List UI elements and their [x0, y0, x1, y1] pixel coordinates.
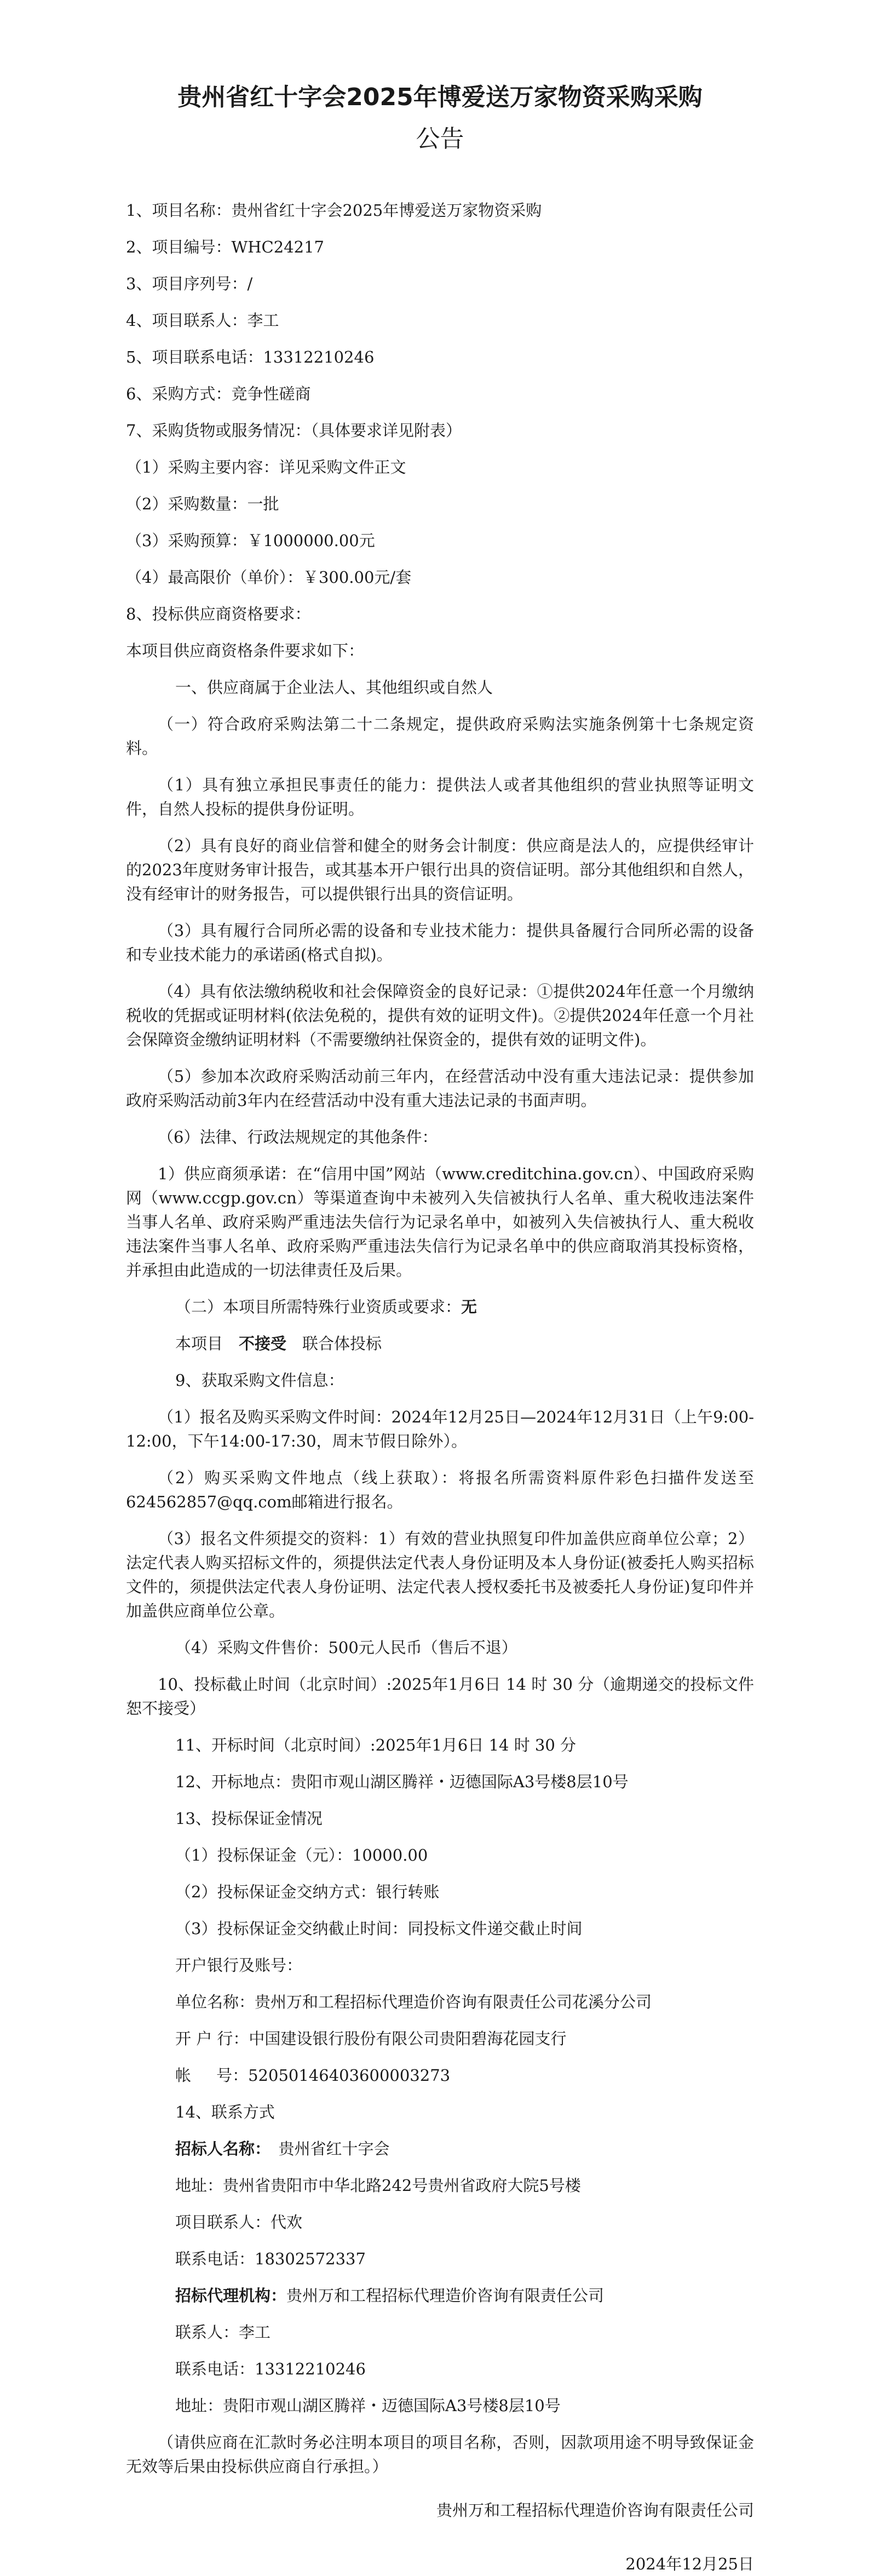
qualification-article-22: （一）符合政府采购法第二十二条规定，提供政府采购法实施条例第十七条规定资料。 [126, 715, 754, 758]
qualification-credit-promise: 1）供应商须承诺：在“信用中国”网站（www.creditchina.gov.cn）、中国政府采购网（www.ccgp.gov.cn）等渠道查询中未被列入失信被执行人名单、重大税收违法案件当事人名单、政府采购严重违法失信行为记录名单中，如被列入失信被执行人、重大税收违法案件当事人名单、政府采购严重违法失信行为记录名单中的供应商取消其投标资格，并承担由此造成的一切法律责任及后果。 [126, 1164, 754, 1280]
obtain-location: （2）购买采购文件地点（线上获取）：将报名所需资料原件彩色扫描件发送至624562857@qq.com邮箱进行报名。 [126, 1468, 754, 1511]
buyer-contact: 项目联系人：代欢 [175, 2213, 303, 2231]
bank-title: 开户银行及账号： [175, 1956, 303, 1975]
item-goods-services: 7、采购货物或服务情况：（具体要求详见附表） [126, 421, 462, 440]
consortium-bidding [126, 1332, 754, 1356]
item-obtain-documents: 9、获取采购文件信息： [175, 1371, 344, 1390]
bank-name: 开 户 行：中国建设银行股份有限公司贵阳碧海花园支行 [175, 2029, 567, 2048]
item-contacts: 14、联系方式 [175, 2103, 275, 2121]
qualification-intro: 本项目供应商资格条件要求如下： [126, 641, 365, 660]
item-qualification: 8、投标供应商资格要求： [126, 605, 311, 623]
obtain-materials: （3）报名文件须提交的资料：1）有效的营业执照复印件加盖供应商单位公章；2）法定代表人购买招标文件的，须提供法定代表人身份证明及本人身份证(被委托人购买招标文件的，须提供法定代表人身份证明、法定代表人授权委托书及被委托人身份证)复印件并加盖供应商单位公章。 [126, 1529, 754, 1620]
item-project-name: 1、项目名称：贵州省红十字会2025年博爱送万家物资采购 [126, 201, 542, 220]
bid-bond-amount: （1）投标保证金（元）：10000.00 [175, 1846, 428, 1864]
item-goods-budget: （3）采购预算：￥1000000.00元 [126, 531, 375, 550]
buyer-address: 地址：贵州省贵阳市中华北路242号贵州省政府大院5号楼 [175, 2176, 581, 2195]
special-qualification-value: 无 [461, 1298, 477, 1316]
item-bid-opening-time: 11、开标时间（北京时间）:2025年1月6日 14 时 30 分 [175, 1736, 577, 1754]
item-procurement-method: 6、采购方式：竞争性磋商 [126, 385, 311, 403]
qualification-equipment: （3）具有履行合同所必需的设备和专业技术能力：提供具备履行合同所必需的设备和专业技术能力的承诺函(格式自拟)。 [126, 921, 754, 964]
bank-unit-name: 单位名称：贵州万和工程招标代理造价咨询有限责任公司花溪分公司 [175, 1993, 652, 2011]
item-bid-deadline: 10、投标截止时间（北京时间）:2025年1月6日 14 时 30 分（逾期递交的投标文件恕不接受） [126, 1675, 754, 1718]
item-goods-price-limit: （4）最高限价（单价）：￥300.00元/套 [126, 568, 412, 587]
obtain-price: （4）采购文件售价：500元人民币（售后不退） [175, 1638, 517, 1657]
agent-address: 地址：贵阳市观山湖区腾祥・迈德国际A3号楼8层10号 [175, 2396, 561, 2415]
item-bid-opening-location: 12、开标地点：贵阳市观山湖区腾祥・迈德国际A3号楼8层10号 [175, 1772, 629, 1791]
item-goods-content: （1）采购主要内容：详见采购文件正文 [126, 458, 406, 477]
item-project-serial: 3、项目序列号：/ [126, 274, 253, 293]
qualification-civil-liability: （1）具有独立承担民事责任的能力：提供法人或者其他组织的营业执照等证明文件，自然人投标的提供身份证明。 [126, 776, 754, 818]
item-bid-bond: 13、投标保证金情况 [175, 1809, 323, 1828]
qualification-tax-social: （4）具有依法缴纳税收和社会保障资金的良好记录：①提供2024年任意一个月缴纳税收的凭据或证明材料(依法免税的，提供有效的证明文件)。②提供2024年任意一个月社会保障资金缴纳证明材料（不需要缴纳社保资金的，提供有效的证明文件)。 [126, 982, 754, 1049]
signature-company: 贵州万和工程招标代理造价咨询有限责任公司 [436, 2501, 754, 2520]
agent-label: 招标代理机构： [175, 2286, 287, 2305]
buyer-label: 招标人名称： [175, 2139, 271, 2158]
consortium-tail: 联合体投标 [302, 1334, 382, 1353]
signature-date: 2024年12月25日 [625, 2555, 754, 2573]
qualification-other-conditions: （6）法律、行政法规规定的其他条件： [158, 1128, 438, 1146]
consortium-value: 不接受 [239, 1334, 287, 1353]
obtain-time: （1）报名及购买采购文件时间：2024年12月25日—2024年12月31日（上午9:00-12:00，下午14:00-17:30，周末节假日除外）。 [126, 1408, 754, 1450]
qualification-no-violation: （5）参加本次政府采购活动前三年内，在经营活动中没有重大违法记录：提供参加政府采购活动前3年内在经营活动中没有重大违法记录的书面声明。 [126, 1067, 754, 1110]
announcement-title [126, 77, 754, 160]
agent-value: 贵州万和工程招标代理造价咨询有限责任公司 [286, 2286, 605, 2305]
special-qualification [126, 1295, 754, 1319]
item-project-phone: 5、项目联系电话：13312210246 [126, 348, 375, 366]
qualification-entity-type: 一、供应商属于企业法人、其他组织或自然人 [175, 678, 493, 697]
agent-name [126, 2284, 754, 2308]
buyer-value: 贵州省红十字会 [278, 2139, 390, 2158]
remittance-note: （请供应商在汇款时务必注明本项目的项目名称，否则，因款项用途不明导致保证金无效等后果由投标供应商自行承担。） [126, 2433, 754, 2476]
title-line-2: 公告 [416, 125, 464, 153]
qualification-financial: （2）具有良好的商业信誉和健全的财务会计制度：供应商是法人的，应提供经审计的2023年度财务审计报告，或其基本开户银行出具的资信证明。部分其他组织和自然人，没有经审计的财务报告，可以提供银行出具的资信证明。 [126, 836, 754, 903]
agent-phone: 联系电话：13312210246 [175, 2360, 366, 2378]
bid-bond-deadline: （3）投标保证金交纳截止时间：同投标文件递交截止时间 [175, 1919, 583, 1938]
consortium-label: 本项目 [175, 1334, 223, 1353]
special-qualification-label: （二）本项目所需特殊行业资质或要求： [175, 1298, 462, 1316]
item-goods-quantity: （2）采购数量：一批 [126, 495, 279, 513]
item-project-number: 2、项目编号：WHC24217 [126, 238, 324, 256]
bank-account: 帐 号：52050146403600003273 [175, 2066, 451, 2085]
buyer-phone: 联系电话：18302572337 [175, 2250, 366, 2268]
item-project-contact: 4、项目联系人：李工 [126, 311, 279, 330]
buyer-name [126, 2137, 754, 2161]
agent-contact: 联系人：李工 [175, 2323, 271, 2342]
bid-bond-method: （2）投标保证金交纳方式：银行转账 [175, 1883, 440, 1901]
title-line-1: 贵州省红十字会2025年博爱送万家物资采购采购 [177, 83, 703, 111]
